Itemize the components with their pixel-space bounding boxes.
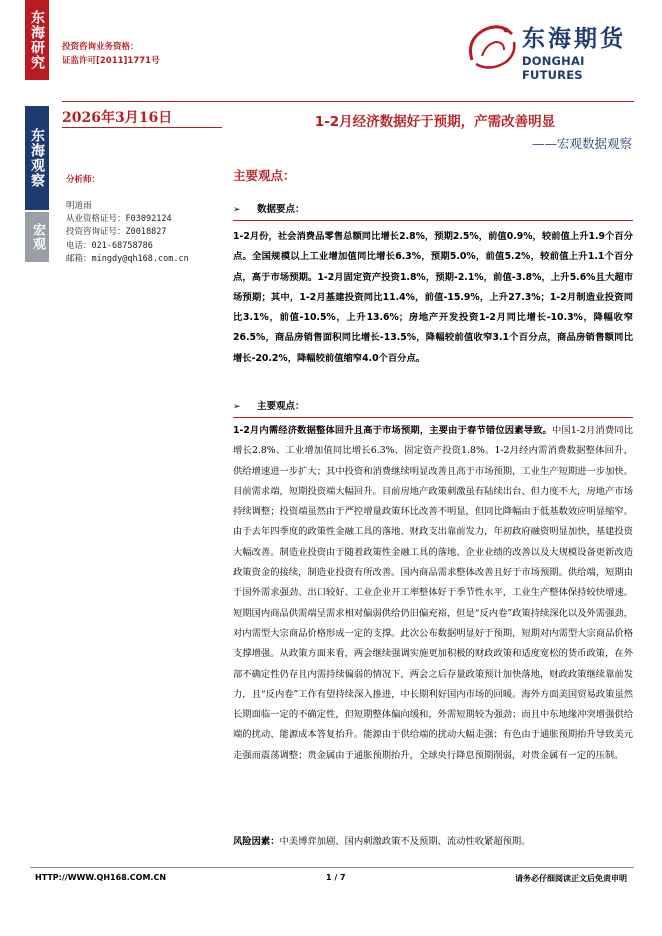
analyst-info: [66, 200, 189, 266]
analyst-label: 分析师：: [66, 175, 101, 185]
data-divider: [233, 220, 633, 221]
report-date: 2026年3月16日: [62, 110, 173, 126]
main-views-text: [233, 421, 633, 766]
logo-emblem-icon: [462, 18, 520, 76]
report-subtitle: ——宏观数据观察: [531, 136, 632, 151]
data-points-text: [233, 227, 633, 369]
logo-text-en: DONGHAI FUTURES: [522, 54, 585, 82]
risk-factors: [233, 832, 633, 852]
main-views-lead: 1-2月内需经济数据整体回升且高于市场预期，主要由于春节错位因素导致。: [233, 425, 552, 436]
license-line-1: 投资咨询业务资格：: [62, 42, 139, 52]
main-views-bullet: [233, 398, 305, 412]
sidebar-tab-observe: 东海观察: [25, 106, 49, 210]
footer-disclaimer: 请务必仔细阅读正文后免责申明: [515, 874, 627, 883]
license-line-2: 证监许可[2011]1771号: [62, 56, 160, 66]
bullet-arrow-icon: ➢: [233, 402, 241, 412]
main-views-label: 主要观点：: [257, 401, 305, 412]
sidebar-tab-research: 东海研究: [25, 0, 49, 80]
page-number: 1 / 7: [326, 873, 346, 882]
analyst-email: 邮箱：mingdy@qh168.com.cn: [66, 253, 189, 264]
risk-text: 中美博弈加剧、国内刺激政策不及预期、流动性收紧超预期。: [279, 836, 531, 847]
license-info: [62, 40, 160, 68]
analyst-cert-2: 投资咨询证号：Z0018827: [66, 227, 167, 238]
footer-divider: [30, 867, 634, 868]
date-divider: [62, 127, 222, 128]
report-title: 1-2月经济数据好于预期，产需改善明显: [314, 114, 556, 130]
analyst-phone: 电话：021-68758786: [66, 240, 153, 251]
header-divider: [62, 101, 634, 102]
risk-label: 风险因素：: [233, 836, 280, 847]
main-views-body: 中国1-2月消费同比增长2.8%、工业增加值同比增长6.3%、固定资产投资1.8%。1-2月经内需消费数据整体回升，供给增速进一步扩大；其中投资和消费继续明显改善且高于市场预期，工业生产短期进一步加快。目前需求端，短期投资端大幅回升。目前房地产政策刺激虽有陆续出台、但力度不大，房地产市场持续调整；投资端虽然由于严控增量政策环比改善不明显，但同比降幅由于低基数效应明显缩窄。由于去年四季度的政策性金融工具的落地、财政支出靠前发力，年初政府融资明显加快，基建投资大幅改善。制造业投资由于随着政策性金融工具的落地、企业业绩的改善以及大规模设备更新改造政策资金的接续，制造业投资有所改善。国内商品需求整体改善且好于市场预期。供给端，短期由于国外需求强劲、出口较好、工业企业开工率整体好于季节性水平，工业生产整体保持较快增速。短期国内商品供需端呈需求相对偏弱供给仍旧偏充裕，但是“反内卷”政策持续深化以及外需强劲，对内需型大宗商品价格形成一定的支撑。此次公布数据明显好于预期，短期对内需型大宗商品价格支撑增强。从政策方面来看，两会继续强调实施更加积极的财政政策和适度宽松的货币政策，在外部不确定性仍存且内需持续偏弱的情况下，两会之后存量政策预计加快落地，财政政策继续靠前发力，且“反内卷”工作有望持续深入推进，中长期利好国内市场的回暖。海外方面美国贸易政策虽然长期面临一定的不确定性，但短期整体偏向缓和，外需短期较为强劲；而且中东地缘冲突增强供给端的扰动、能源成本答复抬升。能源由于供给端的扰动大幅走强；有色由于通胀预期抬升导致美元走强而震荡调整；贵金属由于通胀预期抬升，全球央行降息预期削弱，对贵金属有一定的压制。: [233, 425, 633, 761]
sidebar-tab-macro: 宏观: [25, 212, 49, 262]
data-points-body: 1-2月份，社会消费品零售总额同比增长2.8%，预期2.5%，前值0.9%，较前值上升1.9个百分点。全国规模以上工业增加值同比增长6.3%，预期5.0%，前值5.2%，较前值上升1.1个百分点，高于市场预期。1-2月固定资产投资1.8%，预期-2.1%，前值-3.8%，上升5.6%且大超市场预期；其中，1-2月基建投资同比11.4%，前值-15.9%，上升27.3%；1-2月制造业投资同比3.1%，前值-10.5%，上升13.6%；房地产开发投资1-2月同比增长-10.3%，降幅收窄26.5%，商品房销售面积同比增长-13.5%，降幅较前值收窄3.1个百分点，商品房销售额同比增长-20.2%，降幅较前值缩窄4.0个百分点。: [233, 231, 633, 364]
company-logo: [462, 18, 642, 82]
views-divider: [233, 417, 633, 418]
analyst-cert-1: 从业资格证号：F03092124: [66, 214, 172, 225]
footer-url-link[interactable]: HTTP://WWW.QH168.COM.CN: [35, 873, 167, 882]
logo-text-cn: 东海期货: [522, 26, 626, 52]
main-heading: 主要观点：: [233, 168, 296, 183]
analyst-name: 明道雨: [66, 201, 92, 211]
bullet-arrow-icon: ➢: [233, 205, 241, 215]
data-points-bullet: [233, 201, 305, 215]
data-points-label: 数据要点：: [257, 204, 305, 215]
